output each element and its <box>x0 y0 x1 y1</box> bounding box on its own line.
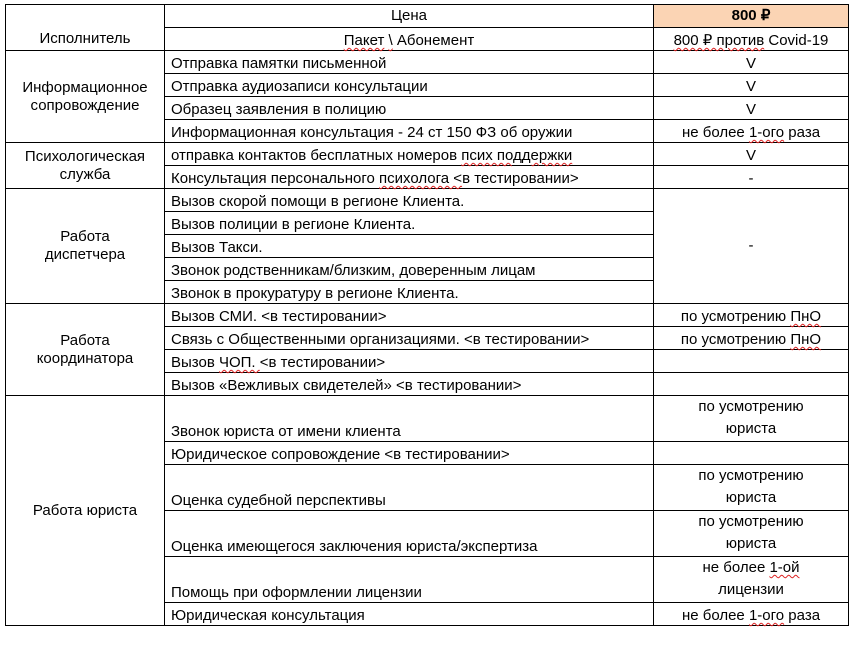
service-cell: Связь с Общественными организациями. <в тестировании> <box>165 327 654 350</box>
value-cell: не более 1-ого раза <box>654 120 849 143</box>
plan-word-1: Пакет <box>343 32 385 49</box>
service-cell: Отправка памятки письменной <box>165 51 654 74</box>
price-header: Цена <box>165 5 654 28</box>
table-row <box>6 51 849 74</box>
group-dispatch: Работа диспетчера <box>6 189 165 304</box>
service-cell: Звонок юриста от имени клиента <box>165 396 654 442</box>
service-cell: Оценка имеющегося заключения юриста/экспертиза <box>165 511 654 557</box>
group-info: Информационное сопровождение <box>6 51 165 143</box>
service-cell: Вызов Такси. <box>165 235 654 258</box>
value-cell: V <box>654 97 849 120</box>
service-cell: Оценка судебной перспективы <box>165 465 654 511</box>
service-cell: отправка контактов бесплатных номеров псих поддержки <box>165 143 654 166</box>
service-cell: Вызов СМИ. <в тестировании> <box>165 304 654 327</box>
service-cell: Звонок родственникам/близким, доверенным лицам <box>165 258 654 281</box>
service-cell: Информационная консультация - 24 ст 150 ФЗ об оружии <box>165 120 654 143</box>
value-cell: V <box>654 143 849 166</box>
table-row <box>6 143 849 166</box>
performer-header: Исполнитель <box>6 5 165 51</box>
value-cell: V <box>654 51 849 74</box>
value-cell <box>654 350 849 373</box>
value-cell <box>654 373 849 396</box>
value-cell: не более 1-ой лицензии <box>654 557 849 603</box>
value-cell: по усмотрению юриста <box>654 396 849 442</box>
group-psy: Психологическая служба <box>6 143 165 189</box>
value-cell <box>654 442 849 465</box>
group-lawyer: Работа юриста <box>6 396 165 626</box>
header-row-price <box>6 5 849 28</box>
service-cell: Отправка аудиозаписи консультации <box>165 74 654 97</box>
pricing-table <box>5 4 849 626</box>
service-cell: Образец заявления в полицию <box>165 97 654 120</box>
value-cell: - <box>654 189 849 304</box>
price-value: 800 ₽ <box>654 5 849 28</box>
value-cell: по усмотрению ПнО <box>654 327 849 350</box>
service-cell: Звонок в прокуратуру в регионе Клиента. <box>165 281 654 304</box>
service-cell: Вызов скорой помощи в регионе Клиента. <box>165 189 654 212</box>
plan-separator: \ <box>388 32 393 49</box>
service-cell: Консультация персонального психолога <в тестировании> <box>165 166 654 189</box>
service-cell: Помощь при оформлении лицензии <box>165 557 654 603</box>
table-row <box>6 304 849 327</box>
plan-value: 800 ₽ против Covid-19 <box>654 28 849 51</box>
service-cell: Вызов «Вежливых свидетелей» <в тестировании> <box>165 373 654 396</box>
service-cell: Вызов ЧОП. <в тестировании> <box>165 350 654 373</box>
value-cell: по усмотрению юриста <box>654 511 849 557</box>
service-cell: Вызов полиции в регионе Клиента. <box>165 212 654 235</box>
group-coord: Работа координатора <box>6 304 165 396</box>
value-cell: V <box>654 74 849 97</box>
value-cell: по усмотрению юриста <box>654 465 849 511</box>
service-cell: Юридическая консультация <box>165 603 654 626</box>
plan-word-2: Абонемент <box>396 32 475 49</box>
value-cell: по усмотрению ПнО <box>654 304 849 327</box>
table-row <box>6 189 849 212</box>
service-cell: Юридическое сопровождение <в тестировании> <box>165 442 654 465</box>
table-row <box>6 396 849 442</box>
value-cell: - <box>654 166 849 189</box>
value-cell: не более 1-ого раза <box>654 603 849 626</box>
plan-header <box>165 28 654 51</box>
